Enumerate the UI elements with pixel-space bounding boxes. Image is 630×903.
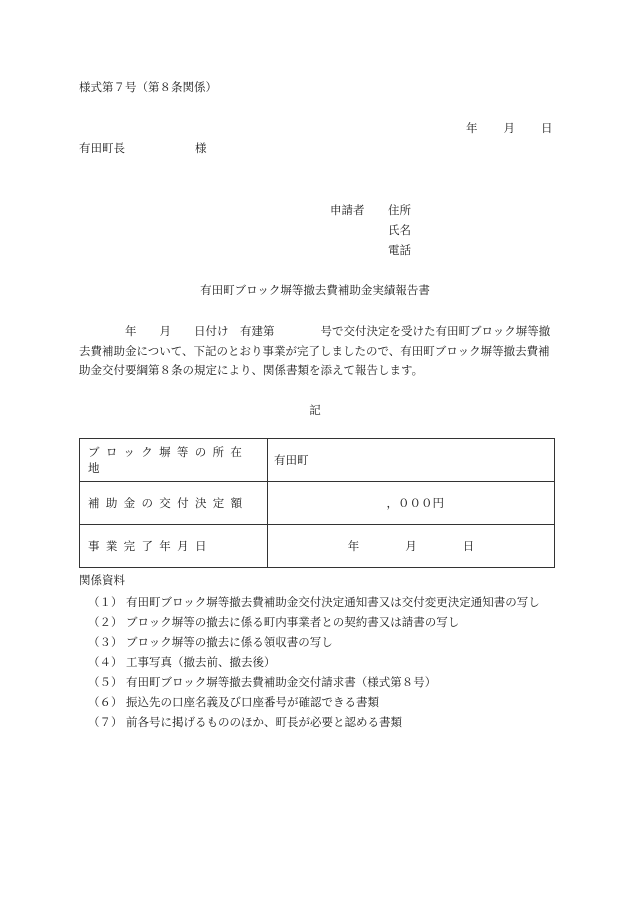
addressee-honorific: 様 [195,141,207,155]
grant-amount-label: 補助金の交付決定額 [80,482,268,525]
item-number: （６） [88,695,123,709]
ki-heading: 記 [309,403,321,417]
date-year: 年 [466,121,478,135]
item-number: （４） [88,655,123,669]
item-text: 前各号に掲げるもののほか、町長が必要と認める書類 [126,715,402,729]
completion-date-value: 年 月 日 [268,525,555,568]
form-number: 様式第７号（第８条関係） [79,80,217,94]
item-number: （２） [88,615,123,629]
item-text: ブロック塀等の撤去に係る領収書の写し [126,635,333,649]
location-label: ブロック塀等の所在地 [80,439,268,482]
list-item [88,632,540,652]
item-text: 振込先の口座名義及び口座番号が確認できる書類 [126,695,379,709]
applicant-address-label: 住所 [388,203,411,217]
item-number: （７） [88,715,123,729]
document-title: 有田町ブロック塀等撤去費補助金実績報告書 [200,283,430,297]
item-text: 有田町ブロック塀等撤去費補助金交付請求書（様式第８号） [126,675,437,689]
item-number: （５） [88,675,123,689]
list-item [88,652,540,672]
body-paragraph: 年 月 日付け 有建第 号で交付決定を受けた有田町ブロック塀等撤去費補助金について、下記のとおり事業が完了しましたので、有田町ブロック塀等撤去費補助金交付要綱第８条の規定により、関係書類を添えて報告します。 [79,324,551,377]
location-value: 有田町 [268,439,555,482]
item-text: 有田町ブロック塀等撤去費補助金交付決定通知書又は交付変更決定通知書の写し [126,595,540,609]
grant-amount-value: ，０００円 [268,482,555,525]
date-month: 月 [503,121,515,135]
list-item [88,692,540,712]
item-text: 工事写真（撤去前、撤去後） [126,655,276,669]
applicant-name-label: 氏名 [388,223,411,237]
info-table [79,438,555,568]
item-text: ブロック塀等の撤去に係る町内事業者との契約書又は請書の写し [126,615,460,629]
addressee [79,140,207,156]
date-day: 日 [541,121,553,135]
list-item [88,712,540,732]
applicant-phone-label: 電話 [388,243,411,257]
addressee-name: 有田町長 [79,141,125,155]
item-number: （１） [88,595,123,609]
list-item [88,592,540,612]
documents-heading: 関係資料 [79,573,125,587]
table-row [80,482,555,525]
list-item [88,672,540,692]
table-row [80,439,555,482]
date-line [466,120,553,136]
item-number: （３） [88,635,123,649]
documents-list [88,592,540,732]
table-row [80,525,555,568]
applicant-label: 申請者 [330,203,365,217]
completion-date-label: 事業完了年月日 [80,525,268,568]
list-item [88,612,540,632]
